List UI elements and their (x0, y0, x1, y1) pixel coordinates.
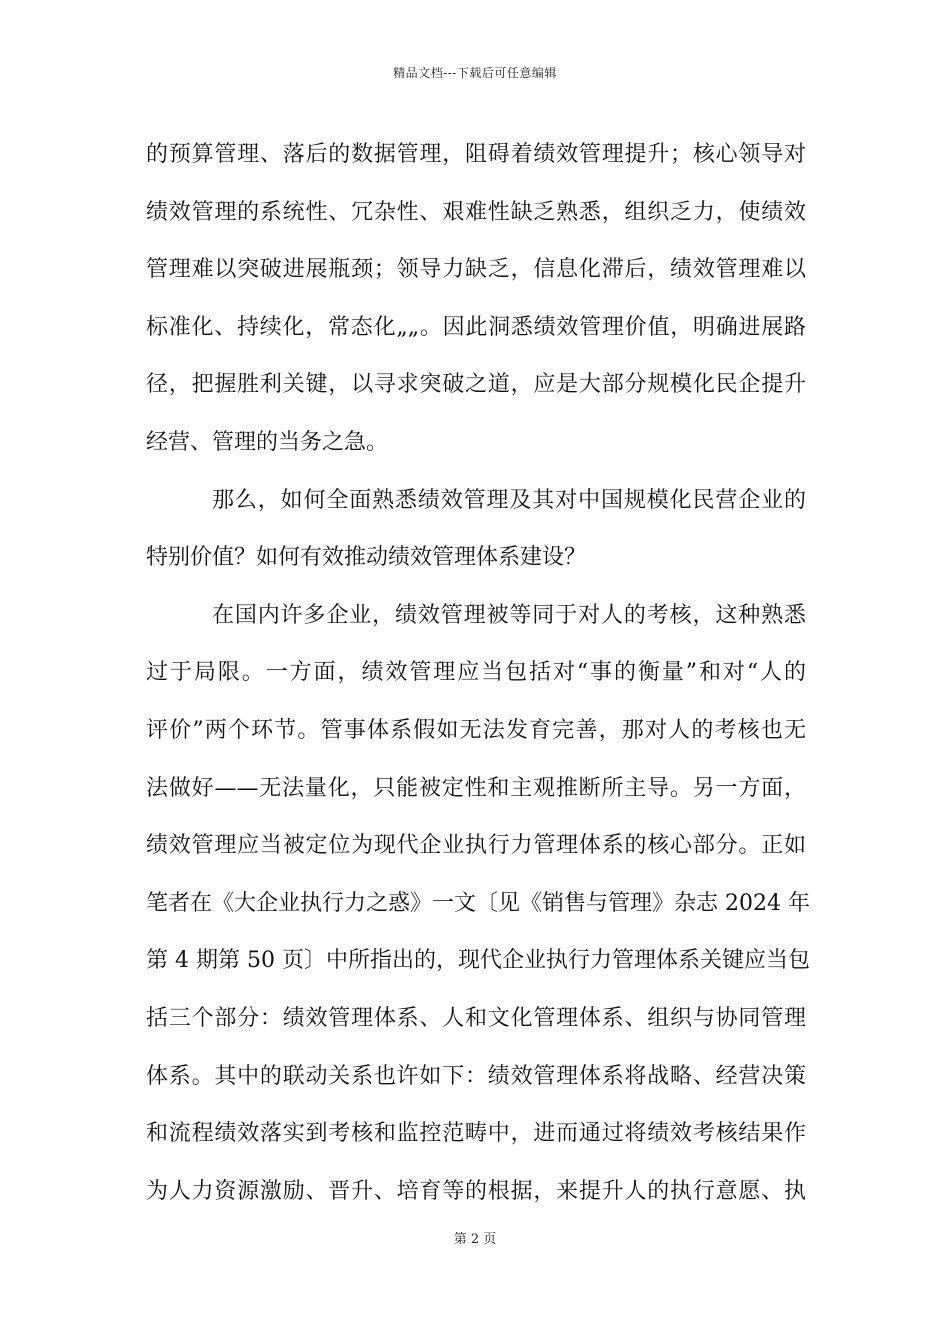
text-line: 和流程绩效落实到考核和监控范畴中，进而通过将绩效考核结果作 (146, 1121, 806, 1147)
text-line: 在国内许多企业，绩效管理被等同于对人的考核，这种熟悉 (212, 602, 806, 628)
text-line: 括三个部分：绩效管理体系、人和文化管理体系、组织与协同管理 (146, 1005, 806, 1031)
text-line: 第 4 期第 50 页〕中所指出的，现代企业执行力管理体系关键应当包 (146, 948, 810, 974)
page-number: 第 2 页 (453, 1232, 497, 1247)
text-line: 特别价值？如何有效推动绩效管理体系建设？ (146, 545, 587, 571)
text-line: 法做好——无法量化，只能被定性和主观推断所主导。另一方面， (146, 775, 806, 801)
text-line: 那么，如何全面熟悉绩效管理及其对中国规模化民营企业的 (212, 487, 806, 513)
text-line: 过于局限。一方面，绩效管理应当包括对“事的衡量”和对“人的 (146, 660, 806, 686)
document-body (146, 126, 810, 1220)
text-line: 评价”两个环节。管事体系假如无法发育完善，那对人的考核也无 (146, 717, 806, 743)
text-line: 标准化、持续化，常态化„„。因此洞悉绩效管理价值，明确进展路 (146, 314, 806, 340)
paragraph-3 (146, 587, 810, 1221)
text-line: 绩效管理应当被定位为现代企业执行力管理体系的核心部分。正如 (146, 833, 806, 859)
text-line: 的预算管理、落后的数据管理，阻碍着绩效管理提升；核心领导对 (146, 142, 806, 167)
text-line: 管理难以突破进展瓶颈；领导力缺乏，信息化滞后，绩效管理难以 (146, 257, 806, 283)
paragraph-2 (146, 472, 806, 587)
text-line: 绩效管理的系统性、冗杂性、艰难性缺乏熟悉，组织乏力，使绩效 (146, 199, 806, 225)
text-line: 笔者在《大企业执行力之惑》一文〔见《销售与管理》杂志 2024 年 (146, 890, 810, 916)
text-line: 经营、管理的当务之急。 (146, 429, 389, 455)
text-line: 体系。其中的联动关系也许如下：绩效管理体系将战略、经营决策 (146, 1063, 806, 1089)
text-line: 径，把握胜利关键，以寻求突破之道，应是大部分规模化民企提升 (146, 372, 806, 398)
page-header: 精品文档---下载后可任意编辑 (393, 66, 557, 80)
text-line: 为人力资源激励、晋升、培育等的根据，来提升人的执行意愿、执 (146, 1178, 806, 1204)
paragraph-1 (146, 126, 806, 472)
